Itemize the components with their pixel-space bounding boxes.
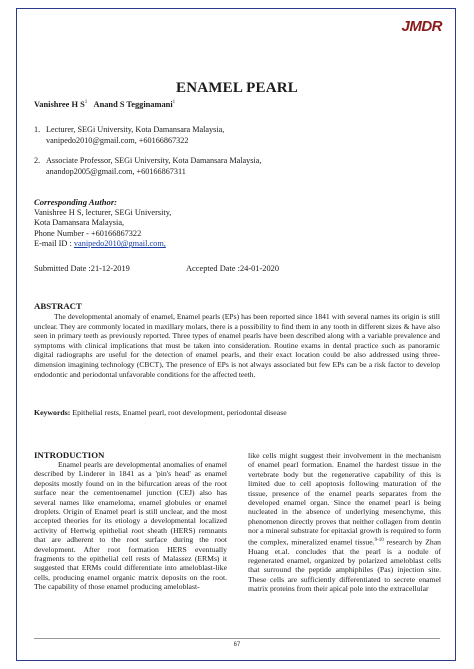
accepted-date: Accepted Date :24-01-2020 bbox=[186, 264, 280, 273]
abstract-text: The developmental anomaly of enamel, Enamel pearls (EPs) has been reported since 1841 with several names its origin is still unclear. They are commonly located in maxillary molars, there is a possibility to find them in any tooth in different sizes & have also seen in primary teeth as previously reported. Three types of enamel pearls have been described along with a variable prevalence and symptoms with clinical implications that must be taken into consideration. Routine exams in dental practice such as panoramic digital radiographs are useful for the detection of enamel pearls, and their exact location could be also addressed using three-dimension imagining technology (CBCT), The presence of EPs is not always associated but few EPs can be a risk factor to develop endodontic and periodontal unfavorable conditions for the affected teeth. bbox=[34, 312, 440, 379]
affiliation-1: 1. Lecturer, SEGi University, Kota Damansara Malaysia, vanipedo2010@gmail.com, +60166867322 bbox=[34, 125, 225, 145]
author-1: Vanishree H S bbox=[34, 100, 85, 109]
footer-divider bbox=[34, 638, 440, 639]
abstract-heading: ABSTRACT bbox=[34, 301, 82, 311]
author-2: Anand S Tegginamani bbox=[93, 100, 173, 109]
article-title: ENAMEL PEARL bbox=[176, 80, 298, 96]
corresponding-author-heading: Corresponding Author: bbox=[34, 197, 118, 207]
submitted-date: Submitted Date :21-12-2019 bbox=[34, 264, 130, 273]
corresponding-author-details: Vanishree H S, lecturer, SEGi University, Kota Damansara Malaysia, Phone Number - +60166867322 E-mail ID : vanipedo2010@gmail.com, bbox=[34, 208, 172, 249]
introduction-heading: INTRODUCTION bbox=[34, 450, 105, 460]
keywords: Keywords: Epithelial rests, Enamel pearl, root development, periodontal disease bbox=[34, 408, 287, 417]
author-line: Vanishree H $S^1$ Anand S Tegginamani$^1$ bbox=[34, 100, 176, 109]
page-number: 67 bbox=[233, 642, 241, 648]
email-link[interactable]: vanipedo2010@gmail.com, bbox=[73, 239, 166, 249]
introduction-right-column: like cells might suggest their involvement in the mechanism of enamel pearl formation. Enamel the hardest tissue in the vertebrate body but the regenerative capability of this is limited due to cell apoptosis following maturation of the tissue, presence of the enamel pearls separates from the developed enamel organ. Since the enamel pearl is being nucleated in the absence of underlying mesenchyme, this phenomenon directly proves that neither collagen from dentin nor a mineral substrate for epitaxial growth is required to form the complex, mineralized enamel tissue.$^{9-10}$ research by Zhan Huang et.al. concludes that the pearl is a nodule of regenerated enamel, organized by polarized ameloblast cells that surround the peptide amphiphiles (Pas) injection site. These cells are sufficiently differentiated to secrete enamel matrix proteins from their apical pole into the extracellular bbox=[248, 451, 441, 594]
introduction-left-column: Enamel pearls are developmental anomalies of enamel described by Linderer in 1841 as a 'pin's head' as enamel deposits mostly found on in the bifurcation areas of the root surface near the cementoenamel junction (CEJ) also has several names like enameloma, enamel globules or enamel droplets. Origin of Enamel pearl is still unclear, and the most accepted theories for its etiology a developmental localized activity of Hertwig epithelial root sheath (HERS) remnants that are adherent to the root surface during the root development. After root formation HERS eventually fragments to the epithelial cell rests of Malassez (ERMs) it suggested that ERMs could differentiate into ameloblast-like cells, producing enamel organic matrix deposits on the root. The capability of those enamel producing ameloblast- bbox=[34, 460, 227, 592]
affiliation-2: 2. Associate Professor, SEGi University, Kota Damansara Malaysia, anandop2005@gmail.com, +60166867311 bbox=[34, 156, 262, 176]
journal-logo: JMDR bbox=[401, 18, 442, 35]
